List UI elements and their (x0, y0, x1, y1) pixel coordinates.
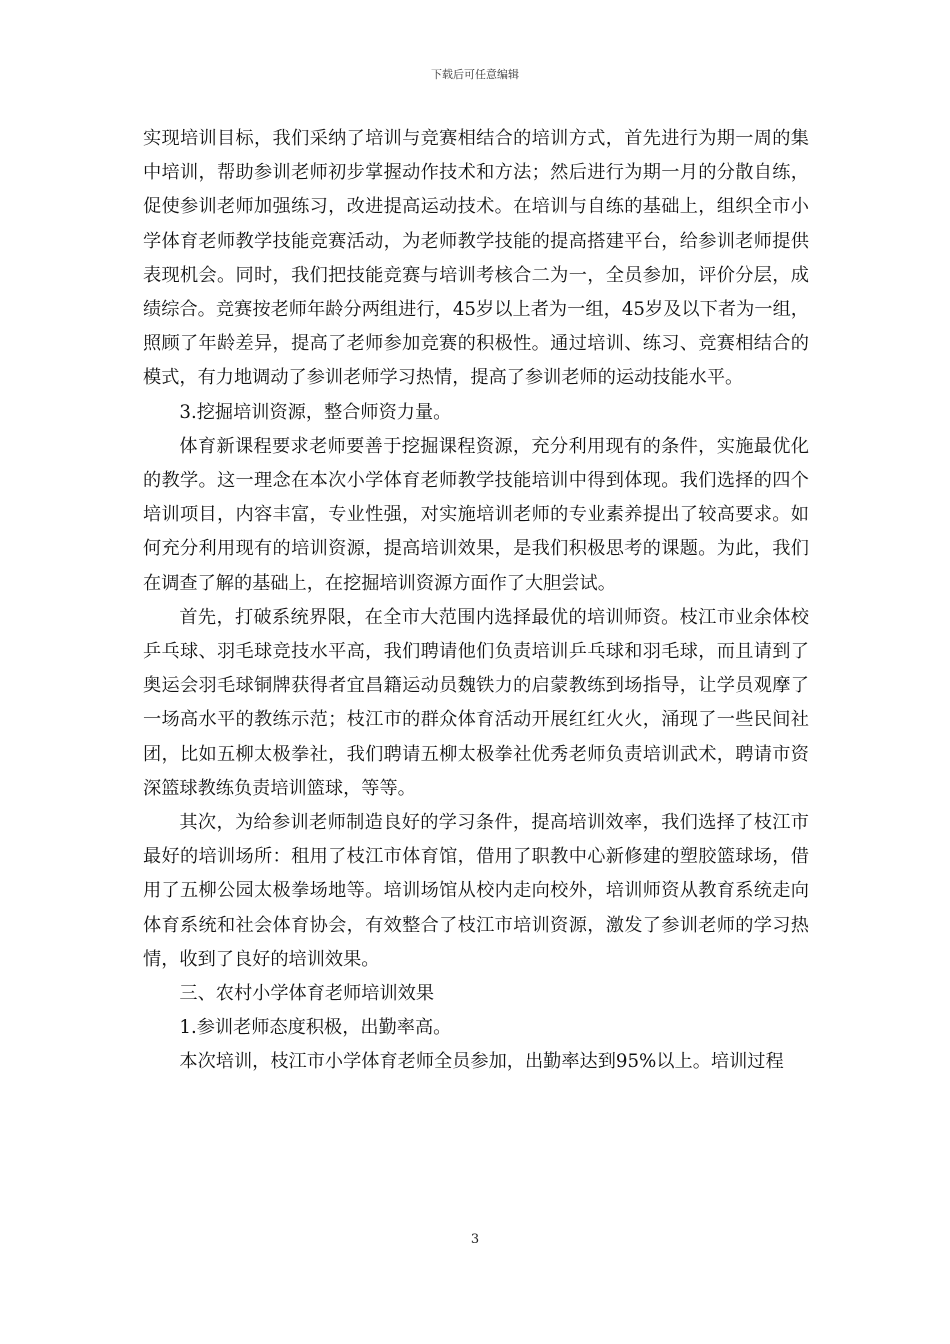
paragraph-training-method: 实现培训目标，我们采纳了培训与竞赛相结合的培训方式，首先进行为期一周的集中培训，帮助参训老师初步掌握动作技术和方法；然后进行为期一月的分散自练，促使参训老师加强练习，改进提高运动技术。在培训与自练的基础上，组织全市小学体育老师教学技能竞赛活动，为老师教学技能的提高搭建平台，给参训老师提供表现机会。同时，我们把技能竞赛与培训考核合二为一，全员参加，评价分层，成绩综合。竞赛按老师年龄分两组进行，45岁以上者为一组，45岁及以下者为一组，照顾了年龄差异，提高了老师参加竞赛的积极性。通过培训、练习、竞赛相结合的模式，有力地调动了参训老师学习热情，提高了参训老师的运动技能水平。 (143, 128, 809, 389)
page-number: 3 (470, 1232, 480, 1247)
paragraph-first-teachers: 首先，打破系统界限，在全市大范围内选择最优的培训师资。枝江市业余体校乒乓球、羽毛球竞技水平高，我们聘请他们负责培训乒乓球和羽毛球，而且请到了奥运会羽毛球铜牌获得者宜昌籍运动员魏铁力的启蒙教练到场指导，让学员观摩了一场高水平的教练示范；枝江市的群众体育活动开展红红火火，涌现了一些民间社团，比如五柳太极拳社，我们聘请五柳太极拳社优秀老师负责培训武术，聘请市资深篮球教练负责培训篮球，等等。 (143, 606, 809, 799)
document-body (143, 122, 809, 1080)
paragraph-new-curriculum: 体育新课程要求老师要善于挖掘课程资源，充分利用现有的条件，实施最优化的教学。这一理念在本次小学体育老师教学技能培训中得到体现。我们选择的四个培训项目，内容丰富，专业性强，对实施培训老师的专业素养提出了较高要求。如何充分利用现有的培训资源，提高培训效果，是我们积极思考的课题。为此，我们在调查了解的基础上，在挖掘培训资源方面作了大胆尝试。 (143, 435, 809, 594)
paragraph-second-venues: 其次，为给参训老师制造良好的学习条件，提高培训效率，我们选择了枝江市最好的培训场所：租用了枝江市体育馆，借用了职教中心新修建的塑胶篮球场，借用了五柳公园太极拳场地等。培训场馆从校内走向校外，培训师资从教育系统走向体育系统和社会体育协会，有效整合了枝江市培训资源，激发了参训老师的学习热情，收到了良好的培训效果。 (143, 812, 809, 970)
heading-3-resources: 3.挖掘培训资源，整合师资力量。 (179, 401, 452, 423)
heading-1-attendance: 1.参训老师态度积极，出勤率高。 (179, 1017, 452, 1039)
paragraph-attendance: 本次培训，枝江市小学体育老师全员参加，出勤率达到95%以上。培训过程 (179, 1051, 784, 1073)
section-heading-effects: 三、农村小学体育老师培训效果 (179, 983, 435, 1005)
header-note: 下载后可任意编辑 (431, 68, 519, 81)
